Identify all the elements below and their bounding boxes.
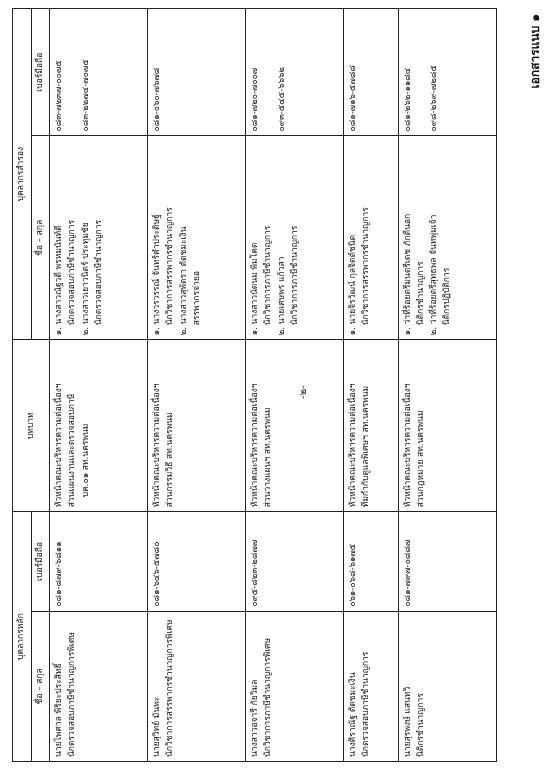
page-number: -๒- — [298, 385, 309, 399]
doc-title: เอกสารแนบ ๑ — [528, 14, 542, 89]
main-staff-header: บุคลากรหลัก — [13, 512, 32, 762]
backup-position: นักวิชาการภาษีชำนาญการ — [289, 225, 300, 326]
backup-names-cell — [344, 136, 399, 340]
main-phone: ๐๘๑-๖๔๖-๕๗๘๐ — [148, 512, 246, 611]
backup-position: นักวิชาการสรรพากรชำนาญการ — [165, 207, 176, 326]
main-name: นางสาวอจารี กัยวิมล — [250, 679, 261, 757]
role-cell — [50, 340, 148, 512]
backup-name: ๑. นายจิรวัฒน์ กุลจิตต์ชนิด — [348, 234, 359, 336]
backup-position: นักตรวจสอบภาษีชำนาญการ — [93, 219, 104, 326]
main-staff-cell — [246, 611, 344, 761]
main-staff-cell — [148, 611, 246, 761]
backup-name: ๒. ว่าที่ร้อยตรีสุทธพล จันทพุ่มเจ้า — [429, 214, 440, 336]
main-phone: ๐๖๑-๐๖๘-๖๑๗๕ — [344, 512, 399, 611]
backup-position: นักวิชาการสรรพากรชำนาญการ — [361, 207, 372, 326]
main-name: นายสุวิทย์ มันพะ — [152, 696, 163, 757]
backup-position: นิติกรปฏิบัติการ — [442, 267, 453, 326]
table-row — [246, 9, 344, 762]
role-line: บค.๐๑ สท.นครพนม — [80, 423, 91, 498]
role-cell — [398, 340, 496, 512]
backup-names-cell — [246, 136, 344, 340]
main-position: นักวิชาการสรรพากรชำนาญการพิเศษ — [165, 619, 176, 757]
role-cell — [148, 340, 246, 512]
backup-position: สรรพากรจ่ายอ — [191, 271, 202, 326]
backup-names-cell — [50, 136, 148, 340]
main-name-col-header: ชื่อ – สกุล — [32, 611, 50, 761]
role-header: บทบาท — [13, 340, 50, 512]
table-row — [398, 9, 496, 762]
main-phone: ๐๙๕-๘๒๓-๒๘๗๗ — [246, 512, 344, 611]
backup-name: ๑. นางสาวนัดนม พิมโคต — [250, 242, 261, 336]
main-name: นายไพศาล พิริยะประสิทธิ์ — [54, 663, 65, 757]
backup-phones-cell — [344, 9, 399, 136]
backup-phone: ๐๘๑-๐๖๐-๗๖๗๘ — [152, 67, 163, 132]
backup-position: นักตรวจสอบภาษีชำนาญการ — [67, 219, 78, 326]
table-row — [344, 9, 399, 762]
backup-name: ๒. นายเศษพร แก้วสา — [276, 256, 287, 336]
backup-phone: ๐๙๘-๒๖๙-๗๒๘๕ — [429, 65, 440, 132]
backup-staff-header: บุคลากรสำรอง — [13, 9, 32, 340]
backup-name-col-header: ชื่อ – สกุล — [32, 136, 50, 340]
role-line: หัวหน้าคณะบริหารความต่อเนื่องฯ — [54, 383, 65, 508]
main-phone: ๐๘๑-๘๗๙-๖๘๑๑ — [50, 512, 148, 611]
main-position: นักตรวจสอบภาษีชำนาญการ — [361, 651, 372, 757]
backup-names-cell — [148, 136, 246, 340]
backup-phones-cell — [148, 9, 246, 136]
role-line: หัวหน้าคณะบริหารความต่อเนื่องฯ — [402, 383, 413, 508]
role-line: ส่วนแผนงานและตรวจสอบภาษี — [67, 393, 78, 508]
main-position: นักวิชาการภาษีชำนาญการพิเศษ — [263, 637, 274, 757]
main-phone-col-header: เบอร์มือถือ — [32, 512, 50, 611]
backup-phones-cell — [398, 9, 496, 136]
main-name: นายสุรพงษ์ แสนทวิ — [402, 686, 413, 757]
role-line: หัวหน้าคณะบริหารความต่อเนื่องฯ — [250, 383, 261, 508]
role-line: ส่วนวางแผนฯ สท.นครพนม — [263, 407, 274, 508]
table-row — [148, 9, 246, 762]
role-line: ส่วนกรรมวิธี สท.นครพนม — [165, 412, 176, 508]
main-staff-cell — [398, 611, 496, 761]
backup-name: ๒. นางสาวเยาวนิตร์ ประทุมชัย — [80, 222, 91, 336]
backup-phone: ๐๘๑-๗๒๐-๗๐๐๗ — [250, 67, 261, 132]
backup-names-cell — [398, 136, 496, 340]
table-row — [50, 9, 148, 762]
main-position: นิติกรชำนาญการ — [416, 693, 427, 757]
backup-position: นักวิชาการภาษีชำนาญการ — [263, 225, 274, 326]
backup-name: ๑. นางวรวรรณ์ จันทร์คำประดิษฐ์ — [152, 214, 163, 336]
backup-name: ๑. ว่าที่ร้อยตรีมนตรีเดช ภักดีนอก — [402, 213, 413, 336]
backup-position: นิติกรชำนาญการ — [416, 261, 427, 326]
main-phone: ๐๘๑-๗๙๗-๐๘๘๗ — [398, 512, 496, 611]
backup-phone-col-header: เบอร์มือถือ — [32, 9, 50, 136]
staff-table — [12, 8, 497, 762]
backup-name: ๒. นางสาวสุพัตรา ตัดชมะเงิน — [178, 226, 189, 336]
main-name: นางศิราณัฐ ตัดชมะเงิน — [348, 672, 359, 757]
role-line: ส่วนกฎหมาย สท.นครพนม — [416, 410, 427, 508]
role-line: หัวหน้าคณะบริหารความต่อเนื่องฯ — [348, 383, 359, 508]
main-staff-cell — [50, 611, 148, 761]
backup-phones-cell — [246, 9, 344, 136]
main-staff-cell — [344, 611, 399, 761]
backup-phone: ๐๘๑-๗๑๖-๕๗๘๘ — [348, 65, 359, 132]
main-position: นักตรวจสอบภาษีชำนาญการพิเศษ — [67, 632, 78, 757]
role-cell — [246, 340, 344, 512]
backup-phone: ๐๘๑-๒๖๒-๑๑๘๔ — [402, 67, 413, 132]
backup-phones-cell — [50, 9, 148, 136]
role-line: หัวหน้าคณะบริหารความต่อเนื่องฯ — [152, 383, 163, 508]
role-cell — [344, 340, 399, 512]
role-line: ทีมกำกับดูแลพิเศษฯ สท.นครพนม — [361, 385, 372, 508]
backup-phone: ๐๘๓-๗๒๓๗-๐๐๗๕ — [54, 60, 65, 132]
backup-phone: ๐๘๓-๒๒๗๔-๗๐๗๕ — [80, 59, 91, 132]
backup-phone: ๐๙๓-๕๔๕-๖๖๖๒ — [276, 66, 287, 132]
backup-name: ๑. นางสาวณัฐวดี พรหมนันท์ดี — [54, 225, 65, 336]
